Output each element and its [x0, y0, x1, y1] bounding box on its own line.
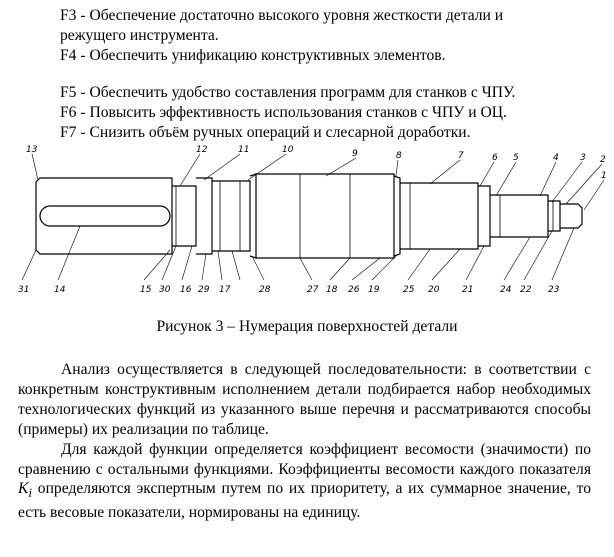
- label-30: 30: [159, 285, 171, 295]
- label-31: 31: [18, 285, 30, 295]
- label-19: 19: [368, 285, 380, 295]
- label-15: 15: [140, 285, 152, 295]
- leader-lines: [22, 154, 604, 280]
- label-26: 26: [348, 285, 360, 295]
- coefficient-index: i: [28, 485, 33, 501]
- function-f7: F7 - Снизить объём ручных операций и слесарной доработки.: [60, 124, 471, 142]
- label-16: 16: [180, 285, 192, 295]
- label-20: 20: [428, 285, 440, 295]
- label-14: 14: [54, 285, 66, 295]
- label-18: 18: [326, 285, 338, 295]
- label-4: 4: [553, 153, 559, 163]
- function-f6: F6 - Повысить эффективность использования станков с ЧПУ и ОЦ.: [60, 103, 507, 121]
- coefficient-symbol: K: [18, 480, 29, 498]
- label-24: 24: [500, 285, 512, 295]
- label-29: 29: [198, 285, 210, 295]
- label-2: 2: [600, 155, 606, 165]
- label-8: 8: [396, 151, 402, 161]
- label-22: 22: [520, 285, 532, 295]
- paragraph-1: Анализ осуществляется в следующей последовательности: в соответствии с конкретным конструктивным исполнением детали подбирается набор необходимых технологических функций из указанного выше перечня и рассматриваются способы (примеры) их реализации по таблице.: [18, 361, 591, 438]
- label-23: 23: [548, 285, 560, 295]
- shaft-drawing-svg: [0, 140, 614, 305]
- label-25: 25: [403, 285, 415, 295]
- label-11: 11: [238, 145, 250, 155]
- function-f3-line1: F3 - Обеспечение достаточно высокого уровня жесткости детали и: [60, 7, 504, 24]
- label-10: 10: [282, 145, 294, 155]
- label-7: 7: [458, 151, 464, 161]
- label-28: 28: [259, 285, 271, 295]
- label-3: 3: [580, 153, 586, 163]
- paragraph-2-part-a: Для каждой функции определяется коэффициент весомости (значимости) по сравнению с остальными функциями. Коэффициенты весомости каждого показателя: [18, 440, 591, 478]
- label-5: 5: [513, 153, 519, 163]
- figure-caption: Рисунок 3 – Нумерация поверхностей детали: [156, 318, 458, 335]
- function-f5: F5 - Обеспечить удобство составления программ для станков с ЧПУ.: [60, 83, 516, 101]
- label-6: 6: [492, 153, 498, 163]
- label-12: 12: [196, 145, 208, 155]
- list-gap: [60, 67, 605, 83]
- label-9: 9: [352, 149, 358, 159]
- paragraph-2: [18, 440, 591, 524]
- function-f4: F4 - Обеспечить унификацию конструктивных элементов.: [60, 47, 446, 65]
- label-13: 13: [26, 145, 38, 155]
- function-list: [60, 6, 605, 143]
- function-f3-line2: режущего инструмента.: [60, 27, 219, 45]
- surface-labels: [18, 145, 607, 295]
- paragraph-2-part-b: определяются экспертным путем по их приоритету, а их суммарное значение, то есть весовые показатели, нормированы на единицу.: [18, 480, 591, 522]
- label-27: 27: [307, 285, 319, 295]
- shaft-drawing: [0, 140, 614, 305]
- label-17: 17: [219, 285, 231, 295]
- label-21: 21: [462, 285, 474, 295]
- section-lines: [176, 174, 553, 258]
- body-text: [18, 360, 591, 523]
- label-1: 1: [601, 171, 607, 181]
